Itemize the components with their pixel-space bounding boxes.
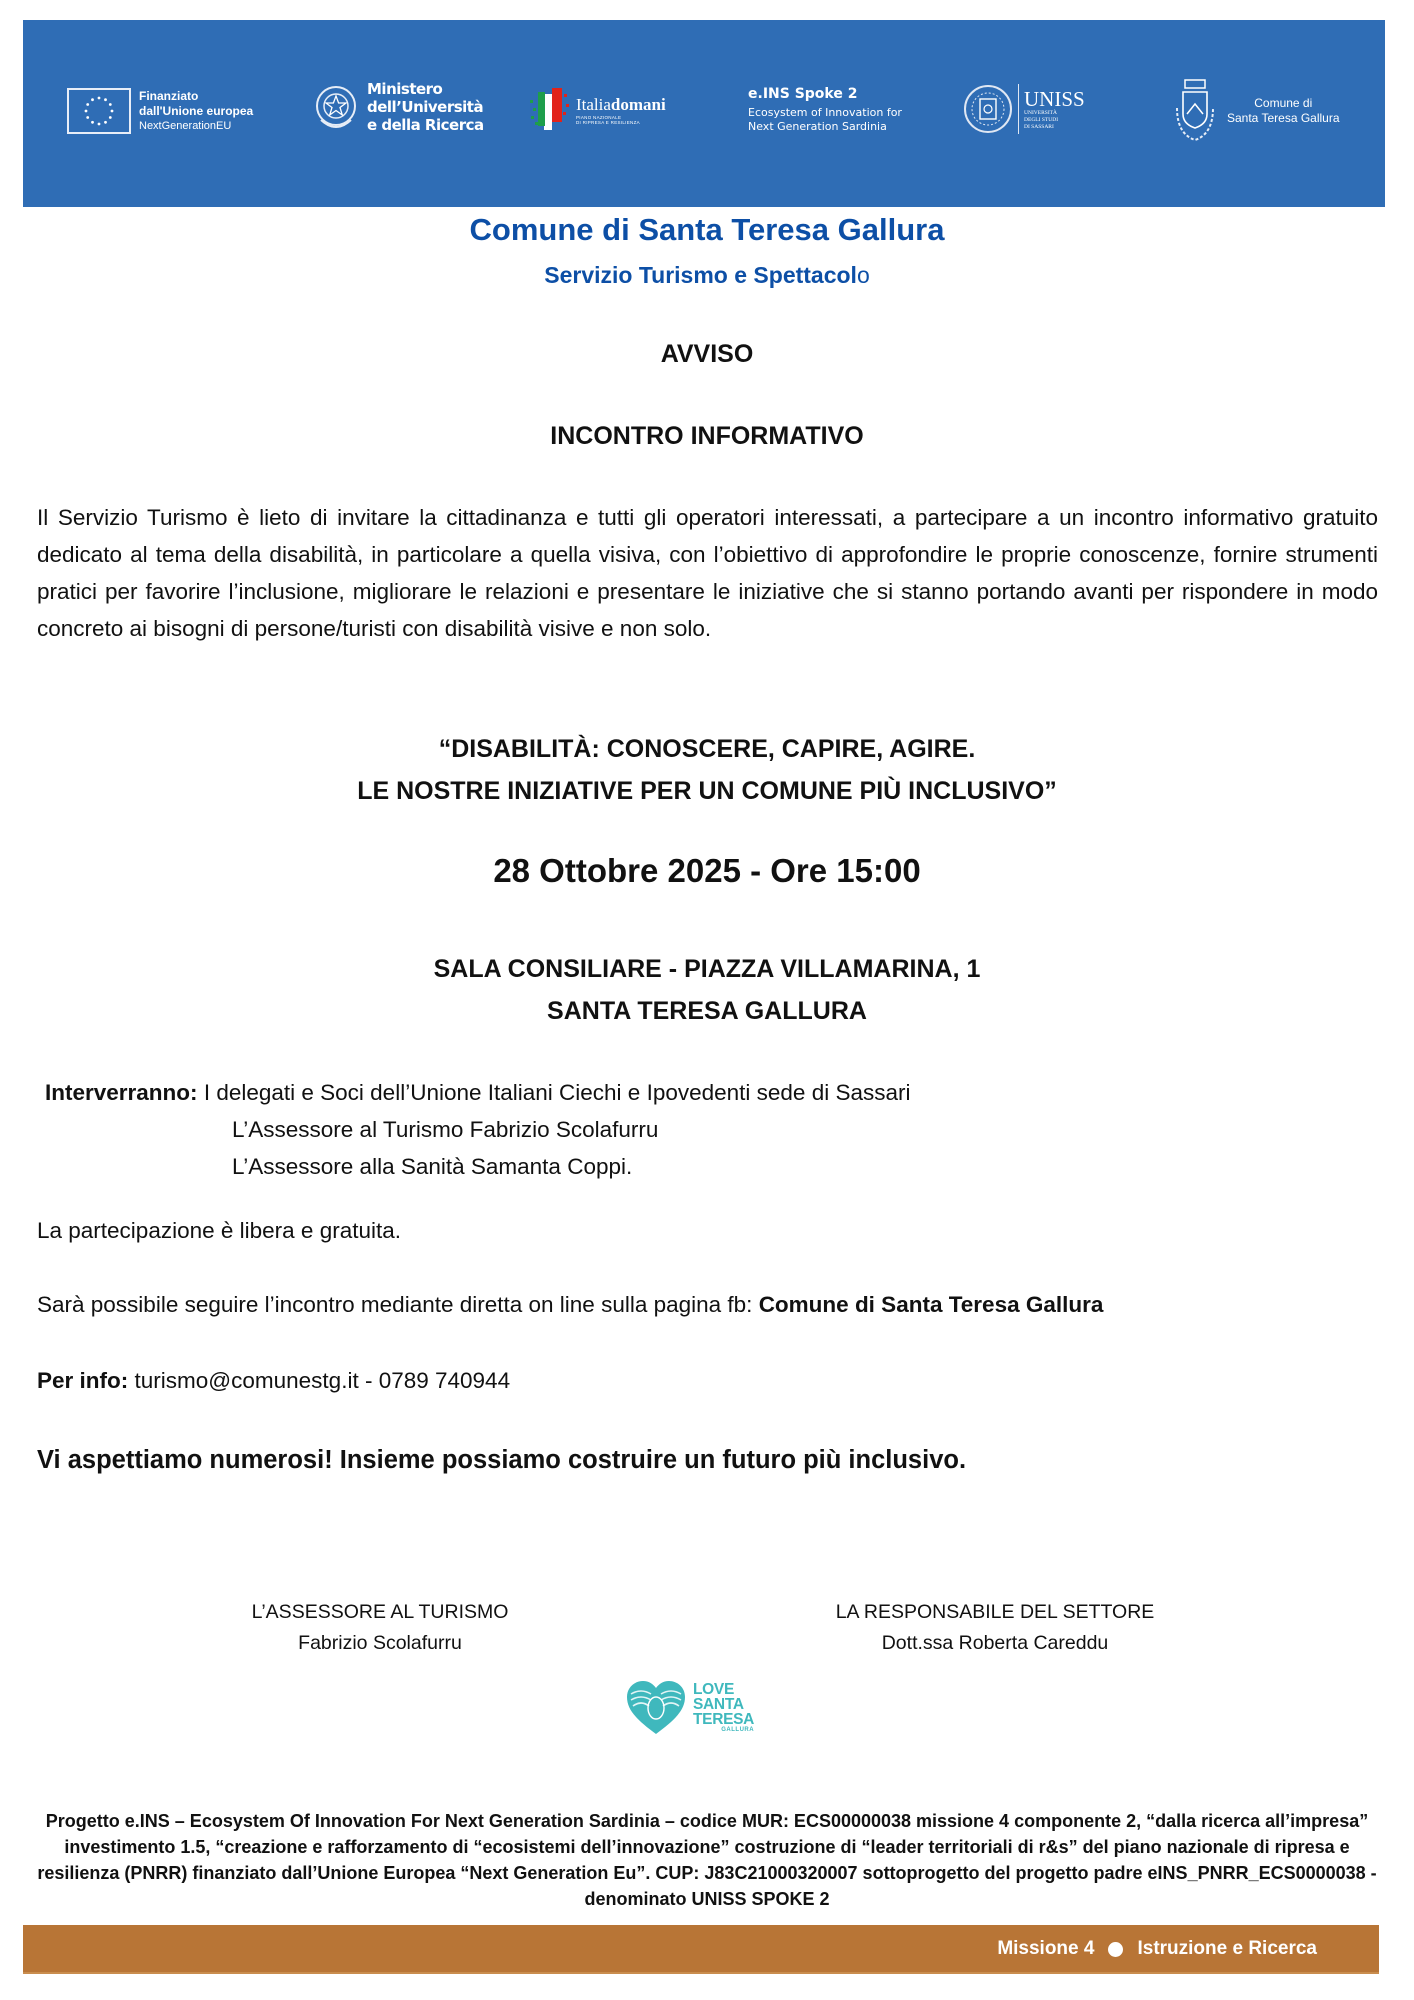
project-funding-note: Progetto e.INS – Ecosystem Of Innovation For Next Generation Sardinia – codice MUR: ECS00000038 missione 4 componente 2, “dalla ricerca all’impresa” investimento 1.5, “creazione e rafforzamento di “ecosistemi dell’innovazione” costruzione di “leader territoriali di r&s” del piano nazionale di ripresa e resilienza (PNRR) finanziato dall’Unione Europea “Next Generation Eu”. CUP: J83C21000320007 sottoprogetto del progetto padre eINS_PNRR_ECS0000038 - denominato UNISS SPOKE 2 (37, 1811, 1377, 1909)
municipal-coat-of-arms-icon (1173, 78, 1217, 144)
location-line2: SANTA TERESA GALLURA (547, 997, 867, 1025)
eu-line2: dall'Unione europea (139, 103, 254, 118)
uniss-name: UNISS (1024, 86, 1085, 111)
event-location (0, 948, 1414, 1032)
notice-heading: INCONTRO INFORMATIVO (550, 422, 864, 450)
mur-line3: e della Ricerca (367, 116, 484, 134)
italia-sub1: PIANO NAZIONALE (576, 115, 622, 120)
footer-area: Istruzione e Ricerca (1137, 1938, 1317, 1959)
uniss-logo (963, 84, 1085, 134)
event-date-time: 28 Ottobre 2025 - Ore 15:00 (493, 852, 921, 889)
mur-line2: dell’Università (367, 98, 484, 116)
speaker-item: L’Assessore alla Sanità Samanta Coppi. (232, 1154, 633, 1179)
love-santa-teresa-logo (625, 1680, 754, 1736)
speaker-item: I delegati e Soci dell’Unione Italiani Ciechi e Ipovedenti sede di Sassari (203, 1080, 911, 1105)
mur-logo (313, 80, 484, 134)
closing-message: Vi aspettiamo numerosi! Insieme possiamo costruire un futuro più inclusivo. (37, 1446, 967, 1474)
love-line4: GALLURA (721, 1727, 755, 1733)
love-line1: LOVE (693, 1681, 735, 1698)
email-link[interactable]: turismo@comunestg.it (134, 1368, 359, 1393)
footer-mission: Missione 4 (997, 1938, 1095, 1959)
subtitle-main: Servizio Turismo e Spettacol (544, 262, 857, 288)
eins-title: e.INS Spoke 2 (748, 86, 858, 102)
header-banner (23, 20, 1385, 207)
italian-flag-icon (528, 86, 572, 134)
heart-face-icon (625, 1680, 687, 1736)
streaming-note (37, 1292, 1103, 1318)
university-seal-icon (963, 84, 1013, 134)
mur-line1: Ministero (367, 80, 443, 98)
uniss-sub3: DI SASSARI (1024, 123, 1054, 130)
signature-name: Fabrizio Scolafurru (298, 1632, 462, 1654)
speakers-list (45, 1074, 911, 1185)
signature-role: LA RESPONSABILE DEL SETTORE (835, 1601, 1155, 1623)
contact-info (37, 1368, 510, 1394)
organization-subtitle (0, 262, 1414, 289)
intro-paragraph: Il Servizio Turismo è lieto di invitare la cittadinanza e tutti gli operatori interessati, a partecipare a un incontro informativo gratuito dedicato al tema della disabilità, in particolare a quella visiva, con l’obiettivo di approfondire le proprie conoscenze, fornire strumenti pratici per favorire l’inclusione, migliorare le relazioni e presentare le iniziative che si stanno portando avanti per rispondere in modo concreto ai bisogni di persone/turisti con disabilità visive e non solo. (37, 505, 1378, 641)
uniss-divider (1018, 84, 1019, 134)
italia-sub2: DI RIPRESA E RESILIENZA (576, 120, 640, 125)
eins-line2: Next Generation Sardinia (748, 120, 887, 133)
eu-line3: NextGenerationEU (139, 119, 232, 132)
location-line1: SALA CONSILIARE - PIAZZA VILLAMARINA, 1 (433, 955, 981, 983)
facebook-page-link[interactable]: Comune di Santa Teresa Gallura (758, 1292, 1104, 1317)
italian-emblem-icon (313, 80, 359, 134)
event-slogan (0, 728, 1414, 812)
eu-flag-icon (67, 88, 131, 134)
eu-funding-logo (67, 88, 253, 134)
subtitle-last-letter: o (856, 262, 870, 288)
italia-name-light: Italia (576, 95, 611, 114)
love-line2: SANTA (693, 1696, 744, 1713)
streaming-text: Sarà possibile seguire l’incontro mediante diretta on line sulla pagina fb: (37, 1292, 759, 1317)
phone-number[interactable]: 0789 740944 (378, 1368, 511, 1393)
comune-line1: Comune di (1254, 96, 1313, 110)
comune-logo (1173, 78, 1340, 144)
uniss-sub2: DEGLI STUDI (1024, 116, 1059, 123)
signature-role: L’ASSESSORE AL TURISMO (251, 1601, 509, 1623)
love-line3: TERESA (693, 1711, 755, 1728)
organization-title: Comune di Santa Teresa Gallura (469, 212, 945, 247)
signature-responsabile (810, 1597, 1180, 1659)
italiadomani-logo (528, 86, 666, 134)
footer-bar (23, 1925, 1379, 1974)
slogan-line1: “DISABILITÀ: CONOSCERE, CAPIRE, AGIRE. (438, 735, 976, 763)
signature-name: Dott.ssa Roberta Careddu (881, 1632, 1109, 1654)
eu-line1: Finanziato (139, 88, 199, 103)
participation-note: La partecipazione è libera e gratuita. (37, 1218, 401, 1243)
eins-line1: Ecosystem of Innovation for (748, 106, 902, 119)
speakers-label: Interverranno: (45, 1080, 198, 1105)
uniss-sub1: UNIVERSITÀ (1024, 109, 1057, 116)
eins-spoke-logo (748, 86, 902, 134)
notice-type: AVVISO (660, 340, 754, 368)
speaker-item: L’Assessore al Turismo Fabrizio Scolafurru (232, 1117, 659, 1142)
signature-assessore (230, 1597, 530, 1659)
info-label: Per info: (37, 1368, 129, 1393)
comune-line2: Santa Teresa Gallura (1227, 111, 1340, 125)
info-separator: - (358, 1368, 379, 1393)
slogan-line2: LE NOSTRE INIZIATIVE PER UN COMUNE PIÙ INCLUSIVO” (357, 777, 1057, 805)
italia-name-bold: domani (610, 95, 666, 114)
bullet-dot-icon (1108, 1942, 1123, 1957)
